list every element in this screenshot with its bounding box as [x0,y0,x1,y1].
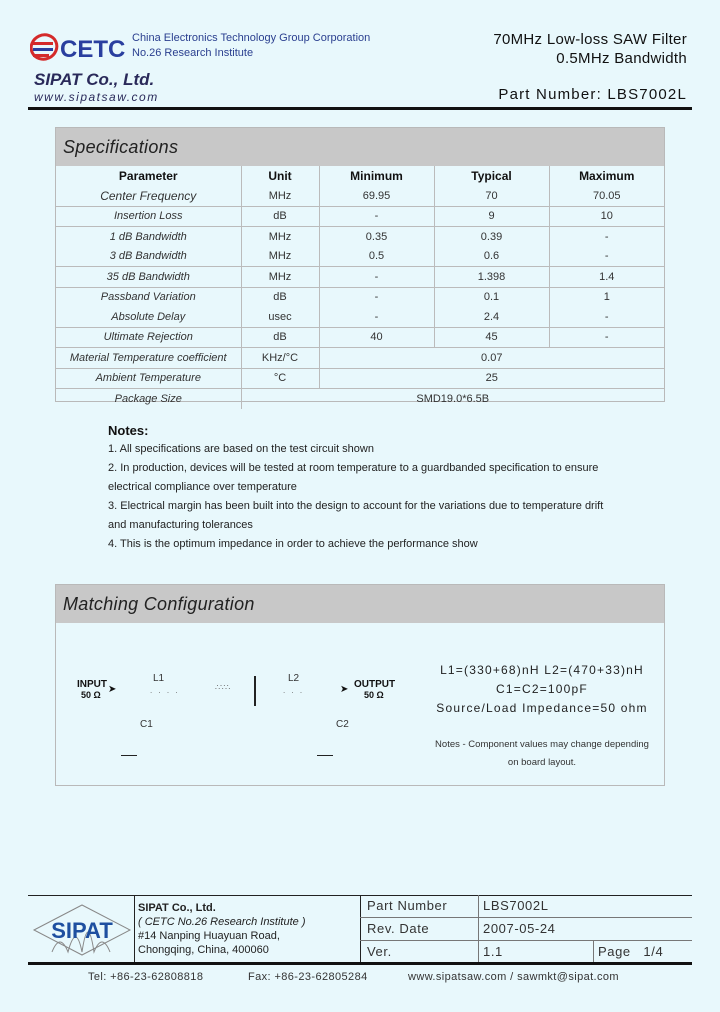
c2-ground-icon [317,755,333,756]
col-maximum: Maximum [549,166,664,186]
max-cell: 1.4 [549,267,664,288]
l1-label: L1 [153,673,165,684]
notes-block [108,421,603,554]
component-note-cont: on board layout. [507,757,577,768]
min-cell: 69.95 [319,186,434,206]
max-cell: - [549,327,664,348]
svg-text:SIPAT: SIPAT [51,918,113,943]
col-typical: Typical [434,166,549,186]
specifications-section [55,127,665,405]
table-header [56,166,664,186]
max-cell: - [549,247,664,267]
unit-cell: usec [241,307,319,327]
bandwidth-title: 0.5MHz Bandwidth [556,50,687,67]
svg-text:CETC: CETC [60,36,126,63]
typ-cell: 45 [434,327,549,348]
note-line: and manufacturing tolerances [108,519,253,531]
col-unit: Unit [241,166,319,186]
typ-cell: 2.4 [434,307,549,327]
param-cell: Insertion Loss [56,206,241,227]
param-cell: 35 dB Bandwidth [56,267,241,288]
param-cell: 3 dB Bandwidth [109,250,187,263]
unit-cell: MHz [241,227,319,247]
org-name: China Electronics Technology Group Corporation [132,32,371,44]
inductor-l2-icon: . . . [283,686,305,695]
min-cell: - [319,287,434,307]
cetc-logo [30,30,130,64]
footer-company: SIPAT Co., Ltd. [138,902,216,914]
doc-info-table [360,895,692,963]
max-cell: 70.05 [549,186,664,206]
inductor-values: L1=(330+68)nH L2=(470+33)nH [440,663,644,677]
note-line: electrical compliance over temperature [108,481,297,493]
footer-address-2: Chongqing, China, 400060 [138,944,269,956]
output-impedance: 50 Ω [364,690,384,700]
institute-name: No.26 Research Institute [132,47,254,59]
part-number-heading: Part Number: LBS7002L [498,86,687,103]
saw-filter-icon: ∴∵∴ [215,683,231,692]
c1-label: C1 [140,719,153,730]
page-indicator: Page 1/4 [598,944,664,959]
company-name: SIPAT Co., Ltd. [34,70,155,89]
l2-label: L2 [288,673,300,684]
part-number-value: LBS7002L [483,898,549,913]
unit-cell: MHz [241,267,319,288]
typ-cell: 0.1 [434,287,549,307]
footer-company-block [138,901,306,957]
input-label: INPUT [77,679,107,690]
note-line: 1. All specifications are based on the test circuit shown [108,443,374,455]
param-cell: Package Size [56,389,241,409]
section-title: Matching Configuration [56,585,664,623]
output-label: OUTPUT [354,679,396,690]
footer-address-1: #14 Nanping Huayuan Road, [138,930,280,942]
table-row [56,267,664,288]
unit-cell: °C [241,368,319,389]
unit-cell: KHz/°C [241,348,319,369]
typ-cell: 9 [434,206,549,227]
footer-bottom-rule [28,962,692,965]
c1-ground-icon [121,755,137,756]
table-row [56,389,664,409]
min-cell: - [319,206,434,227]
rev-date-label: Rev. Date [367,921,430,936]
rev-date-row [360,918,692,941]
rev-date-value: 2007-05-24 [483,921,556,936]
min-cell: 0.5 [319,247,434,267]
typ-cell: 0.6 [434,247,549,267]
note-line: 4. This is the optimum impedance in order to achieve the performance show [108,538,478,550]
table-row [56,287,664,307]
table-row [56,206,664,227]
param-cell: 1 dB Bandwidth [56,227,241,247]
param-cell: Material Temperature coefficient [56,348,241,369]
note-line: 2. In production, devices will be tested at room temperature to a guardbanded specification to ensure [108,462,599,474]
unit-cell: MHz [241,186,319,206]
product-title: 70MHz Low-loss SAW Filter [493,31,687,48]
table-row [56,307,664,327]
c2-label: C2 [336,719,349,730]
capacitor-values: C1=C2=100pF [496,682,588,696]
param-cell: Ultimate Rejection [56,327,241,348]
min-cell: 40 [319,327,434,348]
max-cell: 1 [549,287,664,307]
max-cell: 10 [549,206,664,227]
sipat-emblem-icon [30,902,134,957]
header-divider [28,107,692,110]
col-minimum: Minimum [319,166,434,186]
table-row [56,368,664,389]
filter-ground-line [254,676,256,706]
min-cell: 0.35 [319,227,434,247]
version-label: Ver. [367,944,392,959]
input-arrow-icon: ➤ [108,684,117,695]
min-cell: - [319,307,434,327]
inductor-l1-icon: . . . . [150,686,180,695]
unit-cell: dB [241,287,319,307]
value-cell: 25 [319,368,664,389]
footer-divider [134,895,135,962]
table-row [56,186,664,206]
max-cell: - [549,227,664,247]
version-value: 1.1 [483,944,503,959]
spec-table [56,166,664,409]
param-cell: Ambient Temperature [56,368,241,389]
param-cell: Passband Variation [56,287,241,307]
impedance-value: Source/Load Impedance=50 ohm [436,701,648,715]
table-row [56,348,664,369]
note-line: 3. Electrical margin has been built into the design to account for the variations due to temperature drift [108,500,604,512]
section-title: Specifications [56,128,664,166]
min-cell: - [319,267,434,288]
table-row [56,327,664,348]
col-parameter: Parameter [118,169,178,183]
unit-cell: dB [241,327,319,348]
output-arrow-icon: ➤ [340,684,349,695]
value-cell: SMD19.0*6.5B [241,389,664,409]
max-cell: - [549,307,664,327]
sipat-logo [30,902,134,957]
version-row [360,941,692,963]
website-link[interactable]: www.sipatsaw.com [34,90,159,104]
param-cell: Absolute Delay [111,310,186,323]
typ-cell: 70 [434,186,549,206]
footer-institute: ( CETC No.26 Research Institute ) [138,916,306,928]
unit-cell: MHz [241,247,319,267]
param-cell: Center Frequency [100,188,197,203]
value-cell: 0.07 [319,348,664,369]
unit-cell: dB [241,206,319,227]
notes-title: Notes: [108,423,149,438]
part-number-row [360,895,692,918]
part-number-label: Part Number [367,898,448,913]
table-row [56,227,664,247]
input-impedance: 50 Ω [81,690,101,700]
fax: Fax: +86-23-62805284 [248,971,368,983]
tel: Tel: +86-23-62808818 [88,971,204,983]
typ-cell: 1.398 [434,267,549,288]
typ-cell: 0.39 [434,227,549,247]
component-note: Notes - Component values may change depending [435,739,649,750]
web-email-link[interactable]: www.sipatsaw.com / sawmkt@sipat.com [408,971,619,983]
cetc-emblem-icon [30,30,130,64]
table-row [56,247,664,267]
